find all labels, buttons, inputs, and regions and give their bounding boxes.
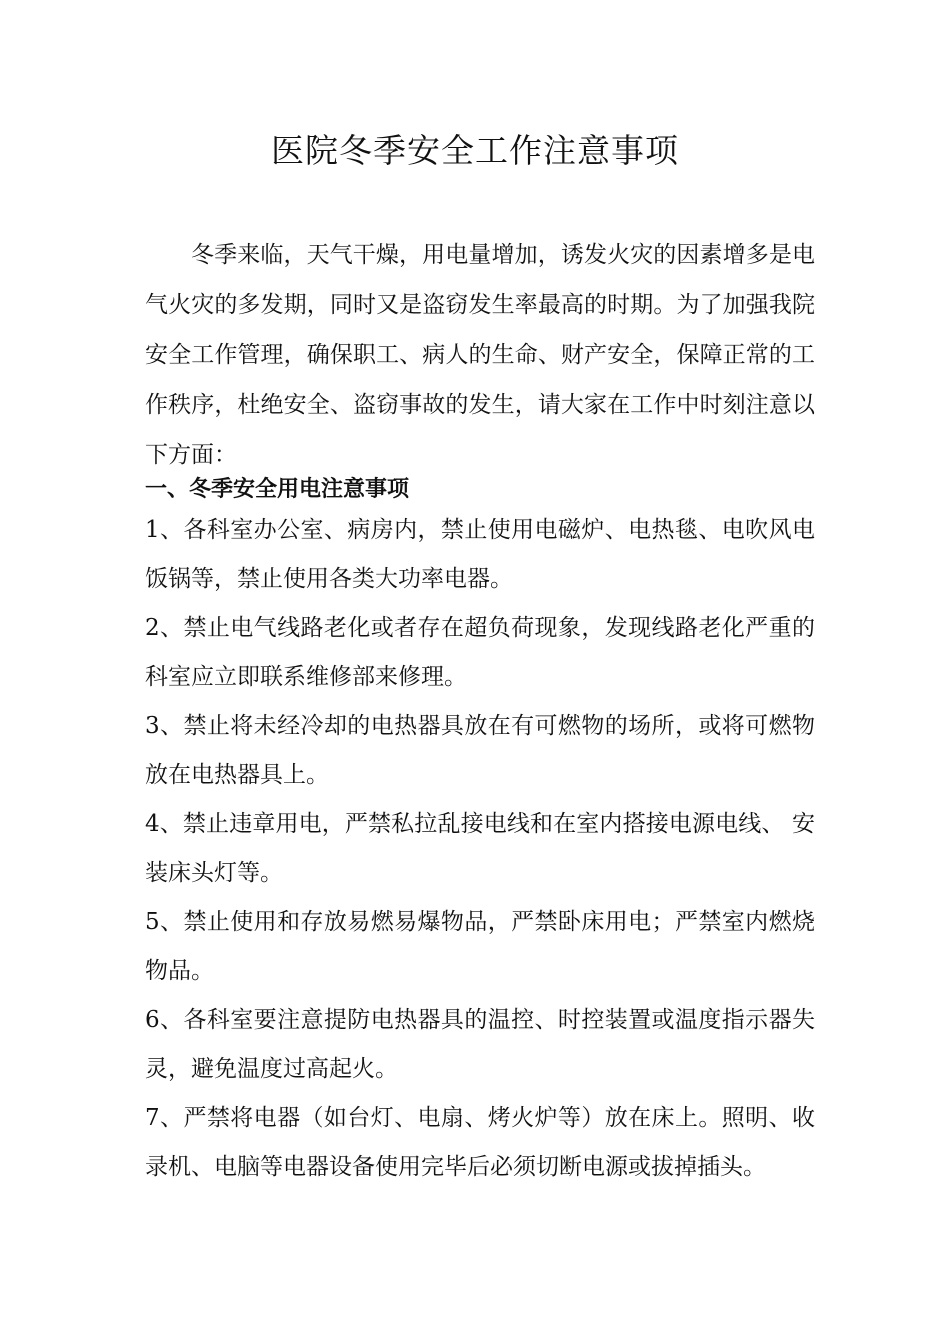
document-body <box>145 230 815 1192</box>
section-heading: 一、冬季安全用电注意事项 <box>145 477 410 502</box>
list-item: 7、严禁将电器（如台灯、电扇、烤火炉等）放在床上。照明、收录机、电脑等电器设备使用完毕后必须切断电源或拔掉插头。 <box>145 1105 815 1180</box>
document-title: 医院冬季安全工作注意事项 <box>271 131 679 170</box>
item-list <box>145 506 815 1192</box>
list-item: 5、禁止使用和存放易燃易爆物品，严禁卧床用电；严禁室内燃烧物品。 <box>145 909 815 984</box>
intro-paragraph: 冬季来临，天气干燥，用电量增加，诱发火灾的因素增多是电气火灾的多发期，同时又是盗窃发生率最高的时期。为了加强我院安全工作管理，确保职工、病人的生命、财产安全，保障正常的工作秩序，杜绝安全、盗窃事故的发生，请大家在工作中时刻注意以下方面： <box>145 242 815 468</box>
list-item: 1、各科室办公室、病房内，禁止使用电磁炉、电热毯、电吹风电饭锅等，禁止使用各类大功率电器。 <box>145 517 815 592</box>
list-item: 6、各科室要注意提防电热器具的温控、时控装置或温度指示器失灵，避免温度过高起火。 <box>145 1007 815 1082</box>
list-item: 4、禁止违章用电，严禁私拉乱接电线和在室内搭接电源电线、 安装床头灯等。 <box>145 811 815 886</box>
list-item: 2、禁止电气线路老化或者存在超负荷现象，发现线路老化严重的科室应立即联系维修部来修理。 <box>145 615 815 690</box>
list-item: 3、禁止将未经冷却的电热器具放在有可燃物的场所，或将可燃物放在电热器具上。 <box>145 713 815 788</box>
